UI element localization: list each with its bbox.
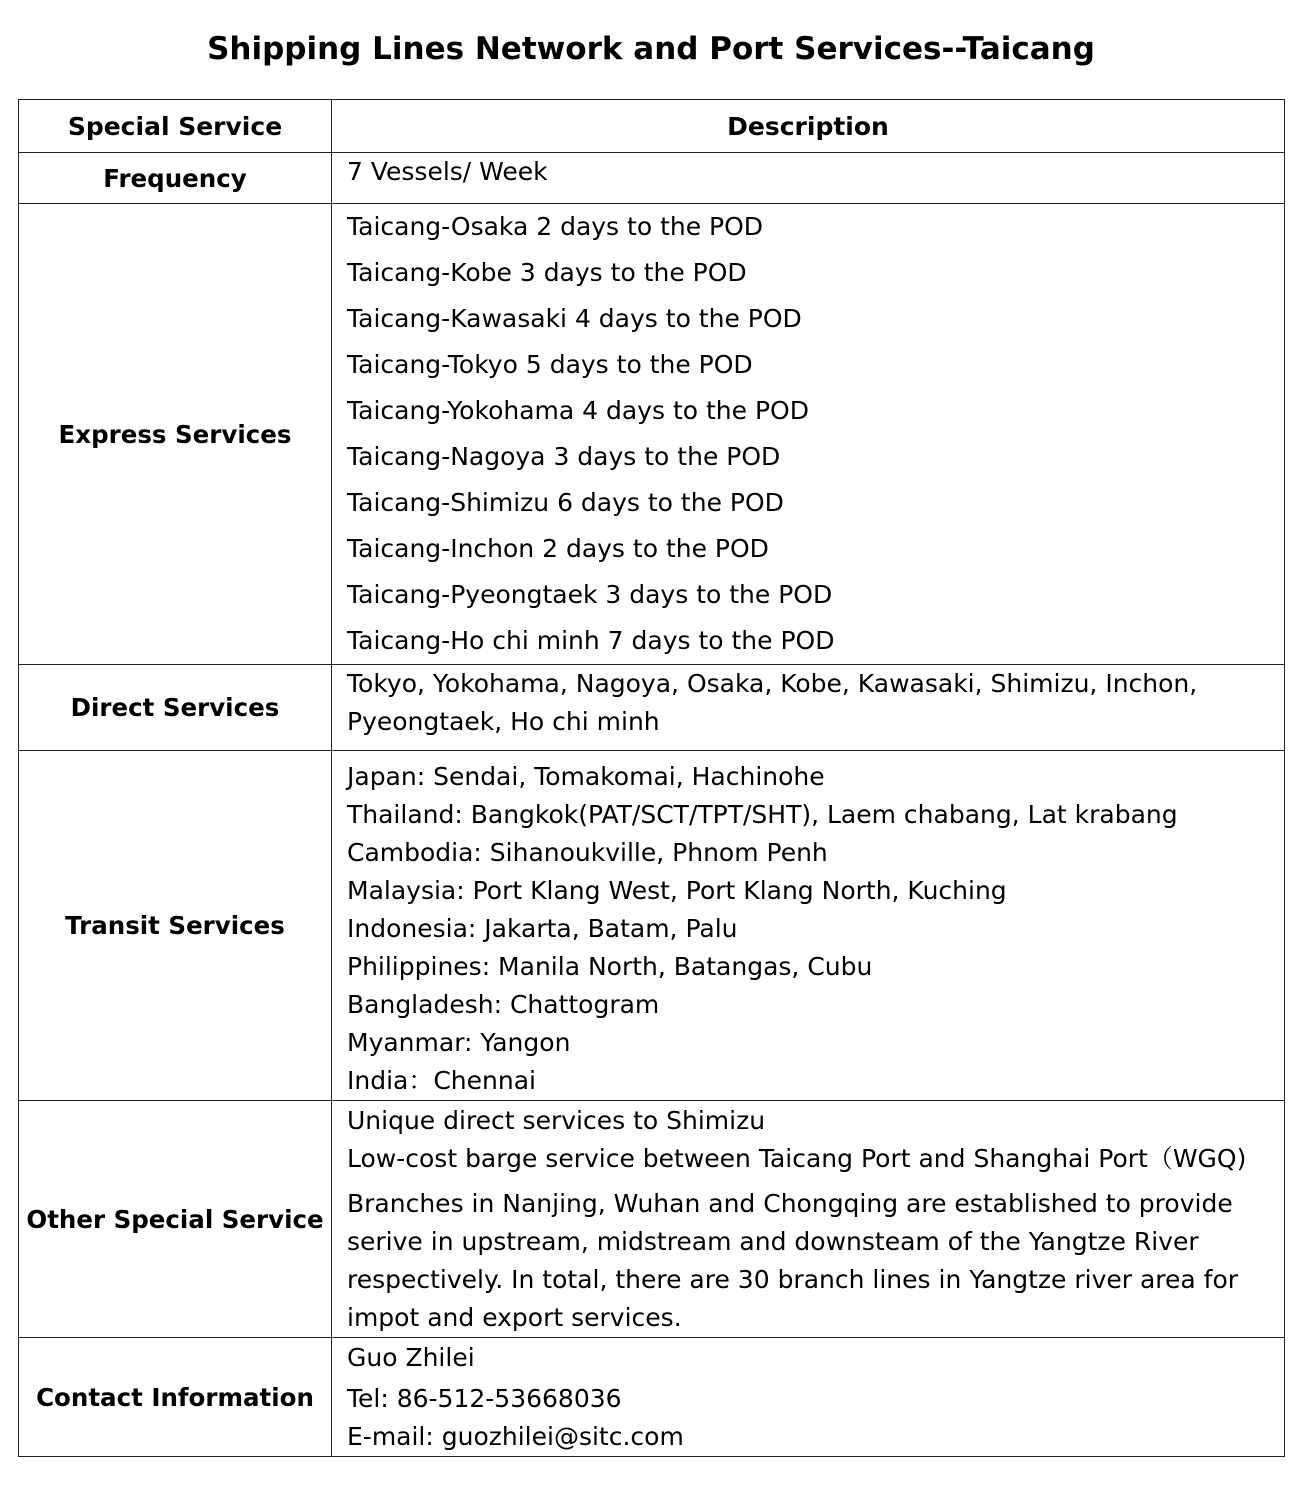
services-table: [18, 99, 1285, 1457]
contact-email: E-mail: guozhilei@sitc.com: [347, 1422, 684, 1451]
row-label-contact: Contact Information: [19, 1338, 332, 1457]
list-item: Taicang-Pyeongtaek 3 days to the POD: [347, 580, 833, 609]
list-item: Taicang-Tokyo 5 days to the POD: [347, 350, 753, 379]
table-row-transit: [19, 751, 1285, 1101]
direct-ports: Tokyo, Yokohama, Nagoya, Osaka, Kobe, Kawasaki, Shimizu, Inchon, Pyeongtaek, Ho chi minh: [347, 669, 1198, 736]
header-special-service: Special Service: [19, 100, 332, 153]
table-row-contact: [19, 1338, 1285, 1457]
list-item: Taicang-Kobe 3 days to the POD: [347, 258, 747, 287]
row-desc-other: [332, 1101, 1285, 1338]
page-title: Shipping Lines Network and Port Services--Taicang: [207, 31, 1095, 67]
list-item: Unique direct services to Shimizu: [347, 1106, 766, 1135]
row-label-transit: Transit Services: [19, 751, 332, 1101]
list-item: Malaysia: Port Klang West, Port Klang North, Kuching: [347, 876, 1007, 905]
list-item: Taicang-Yokohama 4 days to the POD: [347, 396, 809, 425]
list-item: Cambodia: Sihanoukville, Phnom Penh: [347, 838, 828, 867]
list-item: Taicang-Shimizu 6 days to the POD: [347, 488, 784, 517]
row-desc-express: [332, 204, 1285, 665]
row-desc-frequency: [332, 153, 1285, 204]
header-row: [19, 100, 1285, 153]
list-item: Myanmar: Yangon: [347, 1028, 571, 1057]
list-item: Low-cost barge service between Taicang Port and Shanghai Port（WGQ): [347, 1144, 1247, 1173]
contact-tel: Tel: 86-512-53668036: [347, 1384, 622, 1413]
contact-name: Guo Zhilei: [347, 1343, 475, 1372]
branches-paragraph: Branches in Nanjing, Wuhan and Chongqing are established to provide serive in upstream, midstream and downsteam of the Yangtze River respectively. In total, there are 30 branch lines in Yangtze river area for impot and export services.: [347, 1189, 1239, 1332]
list-item: Taicang-Ho chi minh 7 days to the POD: [347, 626, 835, 655]
row-label-express: Express Services: [19, 204, 332, 665]
list-item: Bangladesh: Chattogram: [347, 990, 660, 1019]
list-item: Taicang-Kawasaki 4 days to the POD: [347, 304, 802, 333]
list-item: Indonesia: Jakarta, Batam, Palu: [347, 914, 738, 943]
list-item: Taicang-Inchon 2 days to the POD: [347, 534, 769, 563]
list-item: India：Chennai: [347, 1066, 536, 1095]
header-description: Description: [332, 100, 1285, 153]
table-row-other: [19, 1101, 1285, 1338]
row-label-other: Other Special Service: [19, 1101, 332, 1338]
row-label-direct: Direct Services: [19, 665, 332, 751]
row-label-frequency: Frequency: [19, 153, 332, 204]
row-desc-contact: [332, 1338, 1285, 1457]
row-desc-transit: [332, 751, 1285, 1101]
list-item: Taicang-Nagoya 3 days to the POD: [347, 442, 781, 471]
list-item: Philippines: Manila North, Batangas, Cubu: [347, 952, 873, 981]
frequency-value: 7 Vessels/ Week: [347, 157, 548, 186]
list-item: Japan: Sendai, Tomakomai, Hachinohe: [347, 762, 825, 791]
table-row-frequency: [19, 153, 1285, 204]
table-row-direct: [19, 665, 1285, 751]
list-item: Thailand: Bangkok(PAT/SCT/TPT/SHT), Laem chabang, Lat krabang: [347, 800, 1178, 829]
table-row-express: [19, 204, 1285, 665]
list-item: Taicang-Osaka 2 days to the POD: [347, 212, 764, 241]
row-desc-direct: [332, 665, 1285, 751]
